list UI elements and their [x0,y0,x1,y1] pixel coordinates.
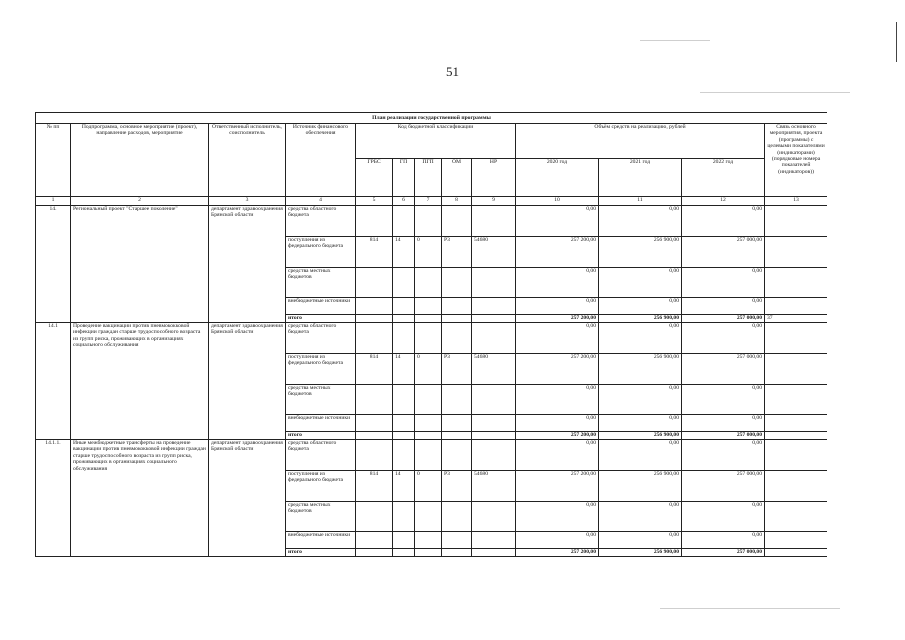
funding-source: итого [286,315,356,323]
amount-2022-cell: 0,00 [682,415,765,432]
column-number-cell: 11 [599,197,682,206]
funding-source: поступления из федерального бюджета [286,237,356,268]
amount-2022-cell: 0,00 [682,323,765,354]
gp-cell [393,502,415,532]
link-cell [765,532,828,549]
scan-noise [700,92,850,93]
column-number-row [36,197,828,206]
nr-cell [472,502,516,532]
amount-2021-cell: 0,00 [599,532,682,549]
amount-2020-cell: 257 200,00 [516,315,599,323]
link-cell [765,415,828,432]
link-cell [765,323,828,354]
page-number: 51 [446,64,459,79]
column-number-cell: 10 [516,197,599,206]
om-cell [442,415,472,432]
om-cell [442,502,472,532]
pgp-cell [415,532,442,549]
column-number-cell: 2 [71,197,209,206]
activity-name: Проведение вакцинации против пневмококковой инфекции граждан старше трудоспособного возраста из групп риска, проживающих в организациях социального обслуживания [71,323,209,440]
pgp-cell [415,502,442,532]
column-number-cell: 3 [209,197,286,206]
funding-source: средства местных бюджетов [286,268,356,298]
link-cell [765,440,828,471]
responsible-executor: департамент здравоохранения Брянской области [209,440,286,557]
column-number-cell: 8 [442,197,472,206]
amount-2020-cell: 257 200,00 [516,354,599,385]
funding-source: внебюджетные источники [286,298,356,315]
grbs-cell [356,432,393,440]
link-cell [765,298,828,315]
amount-2021-cell: 0,00 [599,415,682,432]
responsible-executor: департамент здравоохранения Брянской области [209,206,286,323]
link-cell: 37 [765,315,828,323]
table-row [36,323,828,354]
funding-source: средства областного бюджета [286,323,356,354]
link-cell [765,206,828,237]
amount-2022-cell: 0,00 [682,532,765,549]
amount-2020-cell: 0,00 [516,206,599,237]
gp-cell [393,206,415,237]
nr-cell [472,206,516,237]
funding-source: внебюджетные источники [286,415,356,432]
grbs-cell [356,298,393,315]
amount-2022-cell: 0,00 [682,206,765,237]
gp-cell [393,298,415,315]
gp-cell [393,432,415,440]
header-grbs: ГРБС [356,159,393,197]
nr-cell: 54680 [472,354,516,385]
item-number: 14.1 [36,323,71,440]
grbs-cell [356,268,393,298]
pgp-cell: 0 [415,354,442,385]
column-number-cell: 9 [472,197,516,206]
grbs-cell [356,385,393,415]
activity-name: Иные межбюджетные трансферты на проведение вакцинации против пневмококковой инфекции граждан старше трудоспособного возраста из групп риска, проживающих в организациях социального обслуживания [71,440,209,557]
om-cell [442,323,472,354]
responsible-executor: департамент здравоохранения Брянской области [209,323,286,440]
nr-cell [472,315,516,323]
link-cell [765,502,828,532]
header-2021: 2021 год [599,159,682,197]
om-cell [442,532,472,549]
gp-cell [393,268,415,298]
funding-source: поступления из федерального бюджета [286,471,356,502]
amount-2021-cell: 256 900,00 [599,237,682,268]
column-number-cell: 1 [36,197,71,206]
grbs-cell [356,206,393,237]
nr-cell: 54680 [472,471,516,502]
om-cell [442,549,472,557]
gp-cell [393,440,415,471]
column-number-cell: 7 [415,197,442,206]
gp-cell [393,323,415,354]
om-cell [442,315,472,323]
om-cell [442,432,472,440]
amount-2021-cell: 256 900,00 [599,471,682,502]
pgp-cell [415,268,442,298]
header-2020: 2020 год [516,159,599,197]
pgp-cell [415,385,442,415]
header-subprogram: Подпрограмма, основное мероприятие (проект), направление расходов, мероприятие [71,124,209,197]
nr-cell [472,440,516,471]
link-cell [765,237,828,268]
header-responsible: Ответственный исполнитель, соисполнитель [209,124,286,197]
grbs-cell [356,549,393,557]
link-cell [765,268,828,298]
om-cell [442,385,472,415]
funding-source: поступления из федерального бюджета [286,354,356,385]
amount-2020-cell: 257 200,00 [516,471,599,502]
pgp-cell: 0 [415,237,442,268]
funding-source: средства областного бюджета [286,440,356,471]
amount-2020-cell: 0,00 [516,323,599,354]
pgp-cell: 0 [415,471,442,502]
funding-source: средства местных бюджетов [286,502,356,532]
header-pgp: ПГП [415,159,442,197]
amount-2021-cell: 256 900,00 [599,315,682,323]
funding-source: итого [286,549,356,557]
amount-2022-cell: 257 000,00 [682,549,765,557]
om-cell [442,268,472,298]
amount-2021-cell: 256 900,00 [599,354,682,385]
grbs-cell [356,502,393,532]
amount-2021-cell: 0,00 [599,298,682,315]
gp-cell [393,415,415,432]
om-cell [442,298,472,315]
link-cell [765,354,828,385]
header-source: Источник финансового обеспечения [286,124,356,197]
amount-2022-cell: 257 000,00 [682,237,765,268]
nr-cell [472,549,516,557]
amount-2021-cell: 0,00 [599,323,682,354]
amount-2022-cell: 257 000,00 [682,471,765,502]
pgp-cell [415,315,442,323]
link-cell [765,385,828,415]
amount-2020-cell: 0,00 [516,415,599,432]
amount-2020-cell: 257 200,00 [516,432,599,440]
table-row [36,440,828,471]
grbs-cell [356,532,393,549]
nr-cell [472,385,516,415]
scan-noise [660,608,840,609]
grbs-cell [356,323,393,354]
grbs-cell: 814 [356,237,393,268]
header-om: ОМ [442,159,472,197]
scan-noise [640,40,710,41]
grbs-cell [356,415,393,432]
om-cell: Р3 [442,354,472,385]
amount-2021-cell: 0,00 [599,268,682,298]
amount-2021-cell: 0,00 [599,206,682,237]
pgp-cell [415,440,442,471]
nr-cell [472,323,516,354]
link-cell [765,471,828,502]
pgp-cell [415,549,442,557]
plan-table [35,112,827,557]
pgp-cell [415,206,442,237]
pgp-cell [415,432,442,440]
header-nr: НР [472,159,516,197]
column-number-cell: 5 [356,197,393,206]
column-number-cell: 4 [286,197,356,206]
activity-name: Региональный проект "Старшее поколение" [71,206,209,323]
gp-cell [393,549,415,557]
amount-2020-cell: 0,00 [516,532,599,549]
om-cell [442,206,472,237]
column-number-cell: 6 [393,197,415,206]
funding-source: средства местных бюджетов [286,385,356,415]
nr-cell [472,532,516,549]
table-title: План реализации государственной программы [36,113,828,124]
link-cell [765,432,828,440]
pgp-cell [415,298,442,315]
amount-2022-cell: 257 000,00 [682,315,765,323]
amount-2020-cell: 0,00 [516,268,599,298]
amount-2020-cell: 257 200,00 [516,549,599,557]
grbs-cell: 814 [356,471,393,502]
grbs-cell: 814 [356,354,393,385]
amount-2021-cell: 0,00 [599,502,682,532]
nr-cell: 54680 [472,237,516,268]
column-number-cell: 13 [765,197,828,206]
gp-cell [393,532,415,549]
amount-2020-cell: 0,00 [516,440,599,471]
header-link: Связь основного мероприятия, проекта (программы) с целевыми показателями (индикаторами) (порядковые номера показателей (индикаторов)) [765,124,828,197]
amount-2021-cell: 256 900,00 [599,432,682,440]
gp-cell [393,315,415,323]
link-cell [765,549,828,557]
amount-2022-cell: 257 000,00 [682,354,765,385]
grbs-cell [356,440,393,471]
item-number: 14.1.1. [36,440,71,557]
document-sheet [35,112,827,578]
amount-2022-cell: 0,00 [682,440,765,471]
amount-2021-cell: 256 900,00 [599,549,682,557]
nr-cell [472,415,516,432]
item-number: 14. [36,206,71,323]
column-number-cell: 12 [682,197,765,206]
header-volume: Объём средств на реализацию, рублей [516,124,765,159]
amount-2020-cell: 0,00 [516,298,599,315]
om-cell [442,440,472,471]
funding-source: внебюджетные источники [286,532,356,549]
nr-cell [472,268,516,298]
amount-2022-cell: 0,00 [682,502,765,532]
amount-2022-cell: 0,00 [682,385,765,415]
amount-2022-cell: 0,00 [682,298,765,315]
header-num: № пп [36,124,71,197]
gp-cell: 14 [393,471,415,502]
amount-2020-cell: 257 200,00 [516,237,599,268]
amount-2020-cell: 0,00 [516,502,599,532]
amount-2022-cell: 0,00 [682,268,765,298]
scan-edge-line [896,22,897,62]
header-gp: ГП [393,159,415,197]
gp-cell [393,385,415,415]
amount-2021-cell: 0,00 [599,440,682,471]
amount-2022-cell: 257 000,00 [682,432,765,440]
header-budget-code: Код бюджетной классификации [356,124,516,159]
amount-2020-cell: 0,00 [516,385,599,415]
funding-source: итого [286,432,356,440]
grbs-cell [356,315,393,323]
pgp-cell [415,323,442,354]
nr-cell [472,298,516,315]
nr-cell [472,432,516,440]
header-2022: 2022 год [682,159,765,197]
table-row [36,206,828,237]
amount-2021-cell: 0,00 [599,385,682,415]
om-cell: Р3 [442,471,472,502]
gp-cell: 14 [393,237,415,268]
pgp-cell [415,415,442,432]
om-cell: Р3 [442,237,472,268]
funding-source: средства областного бюджета [286,206,356,237]
gp-cell: 14 [393,354,415,385]
